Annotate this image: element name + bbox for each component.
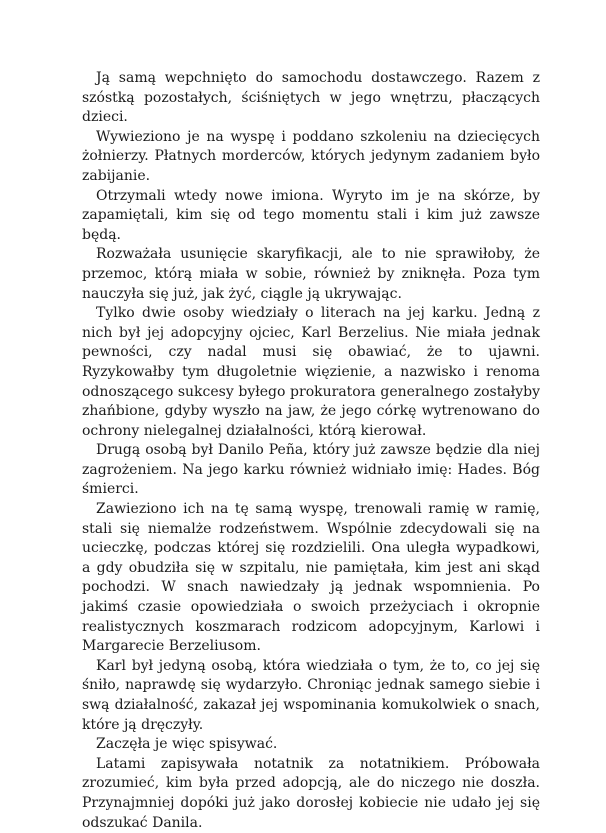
paragraph: Zawieziono ich na tę samą wyspę, trenowali ramię w ramię, stali się niemalże rodzeństwem. Wspólnie zdecydowali się na ucieczkę, podczas której się rozdzielili. Ona uległa wypadkowi, a gdy obudziła się w szpitalu, nie pamiętała, kim jest ani skąd pochodzi. W snach nawiedzały ją jednak wspomnienia. Po jakimś czasie opowiedziała o swoich przeżyciach i okropnie realistycznych koszmarach rodzicom adopcyjnym, Karlowi i Margarecie Berzeliusom. [82,501,540,655]
body-text [82,69,540,833]
paragraph: Tylko dwie osoby wiedziały o literach na jej karku. Jedną z nich był jej adopcyjny ojciec, Karl Berzelius. Nie miała jednak pewności, czy nadal musi się obawiać, że to ujawni. Ryzykowałby tym długoletnie więzienie, a nazwisko i renoma odnoszącego sukcesy byłego prokuratora generalnego zostałyby zhańbione, gdyby wyszło na jaw, że jego córkę wytrenowano do ochrony nielegalnej działalności, którą kierował. [82,305,540,439]
paragraph: Karl był jedyną osobą, która wiedziała o tym, że to, co jej się śniło, naprawdę się wydarzyło. Chroniąc jednak samego siebie i swą działalność, zakazał jej wspominania komukolwiek o snach, które ją dręczyły. [82,657,540,733]
paragraph: Latami zapisywała notatnik za notatnikiem. Próbowała zrozumieć, kim była przed adopcją, ale do niczego nie doszła. Przynajmniej dopóki już jako dorosłej kobiecie nie udało jej się odszukać Danila. [82,755,540,831]
paragraph: Ją samą wepchnięto do samochodu dostawczego. Razem z szóstką pozostałych, ściśniętych w jego wnętrzu, płaczących dzieci. [82,70,540,126]
paragraph: Zaczęła je więc spisywać. [96,736,278,753]
paragraph: Drugą osobą był Danilo Peña, który już zawsze będzie dla niej zagrożeniem. Na jego karku również widniało imię: Hades. Bóg śmierci. [82,442,540,498]
paragraph: Otrzymali wtedy nowe imiona. Wyryto im je na skórze, by zapamiętali, kim się od tego momentu stali i kim już zawsze będą. [82,187,540,243]
paragraph: Wywieziono je na wyspę i poddano szkoleniu na dziecięcych żołnierzy. Płatnych morderców, których jedynym zadaniem było zabijanie. [82,128,540,184]
paragraph: Rozważała usunięcie skaryfikacji, ale to nie sprawiłoby, że przemoc, którą miała w sobie, również by zniknęła. Poza tym nauczyła się już, jak żyć, ciągle ją ukrywając. [82,246,540,302]
